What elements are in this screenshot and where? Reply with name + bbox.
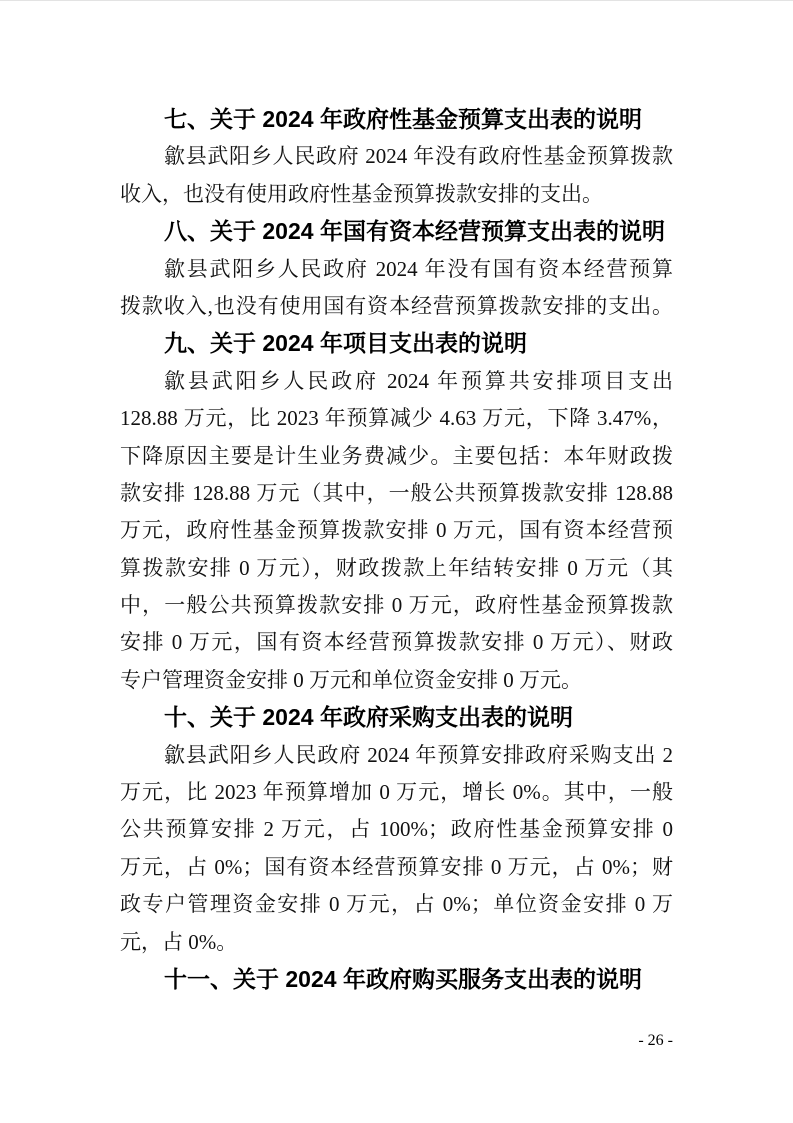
section-heading-9: 九、关于 2024 年项目支出表的说明 (164, 330, 527, 357)
paragraph-line: 万元，占 0%；国有资本经营预算安排 0 万元，占 0%；财 (120, 854, 673, 879)
paragraph-line: 歙县武阳乡人民政府 2024 年没有国有资本经营预算 (164, 256, 673, 281)
paragraph-line: 专户管理资金安排 0 万元和单位资金安排 0 万元。 (120, 667, 582, 692)
section-heading-7: 七、关于 2024 年政府性基金预算支出表的说明 (164, 106, 642, 132)
section-heading-11: 十一、关于 2024 年政府购买服务支出表的说明 (164, 965, 642, 992)
paragraph-line: 安排 0 万元，国有资本经营预算拨款安排 0 万元）、财政 (120, 630, 673, 655)
paragraph-line: 款安排 128.88 万元（其中，一般公共预算拨款安排 128.88 (120, 480, 673, 505)
section-heading-10: 十、关于 2024 年政府采购支出表的说明 (164, 704, 573, 731)
paragraph-line: 算拨款安排 0 万元），财政拨款上年结转安排 0 万元（其 (120, 555, 673, 580)
paragraph-line: 歙县武阳乡人民政府 2024 年没有政府性基金预算拨款 (164, 144, 673, 169)
paragraph-line: 万元，比 2023 年预算增加 0 万元，增长 0%。其中，一般 (120, 780, 673, 805)
paragraph-line: 元，占 0%。 (120, 929, 238, 954)
paragraph-line: 歙县武阳乡人民政府 2024 年预算安排政府采购支出 2 (164, 742, 673, 767)
paragraph-line: 政专户管理资金安排 0 万元，占 0%；单位资金安排 0 万 (120, 892, 673, 917)
page-number: - 26 - (638, 1032, 673, 1049)
document-body (120, 101, 673, 998)
paragraph-line: 下降原因主要是计生业务费减少。主要包括：本年财政拨 (120, 443, 673, 468)
section-heading-8: 八、关于 2024 年国有资本经营预算支出表的说明 (164, 218, 665, 245)
paragraph-line: 中，一般公共预算拨款安排 0 万元，政府性基金预算拨款 (120, 593, 673, 618)
paragraph-line: 歙县武阳乡人民政府 2024 年预算共安排项目支出 (164, 368, 673, 393)
paragraph-line: 公共预算安排 2 万元，占 100%；政府性基金预算安排 0 (120, 817, 673, 842)
paragraph-line: 128.88 万元，比 2023 年预算减少 4.63 万元，下降 3.47%， (120, 406, 673, 431)
paragraph-line: 拨款收入,也没有使用国有资本经营预算拨款安排的支出。 (120, 293, 673, 318)
paragraph-line: 万元，政府性基金预算拨款安排 0 万元，国有资本经营预 (120, 518, 673, 543)
paragraph-line: 收入，也没有使用政府性基金预算拨款安排的支出。 (120, 181, 603, 206)
